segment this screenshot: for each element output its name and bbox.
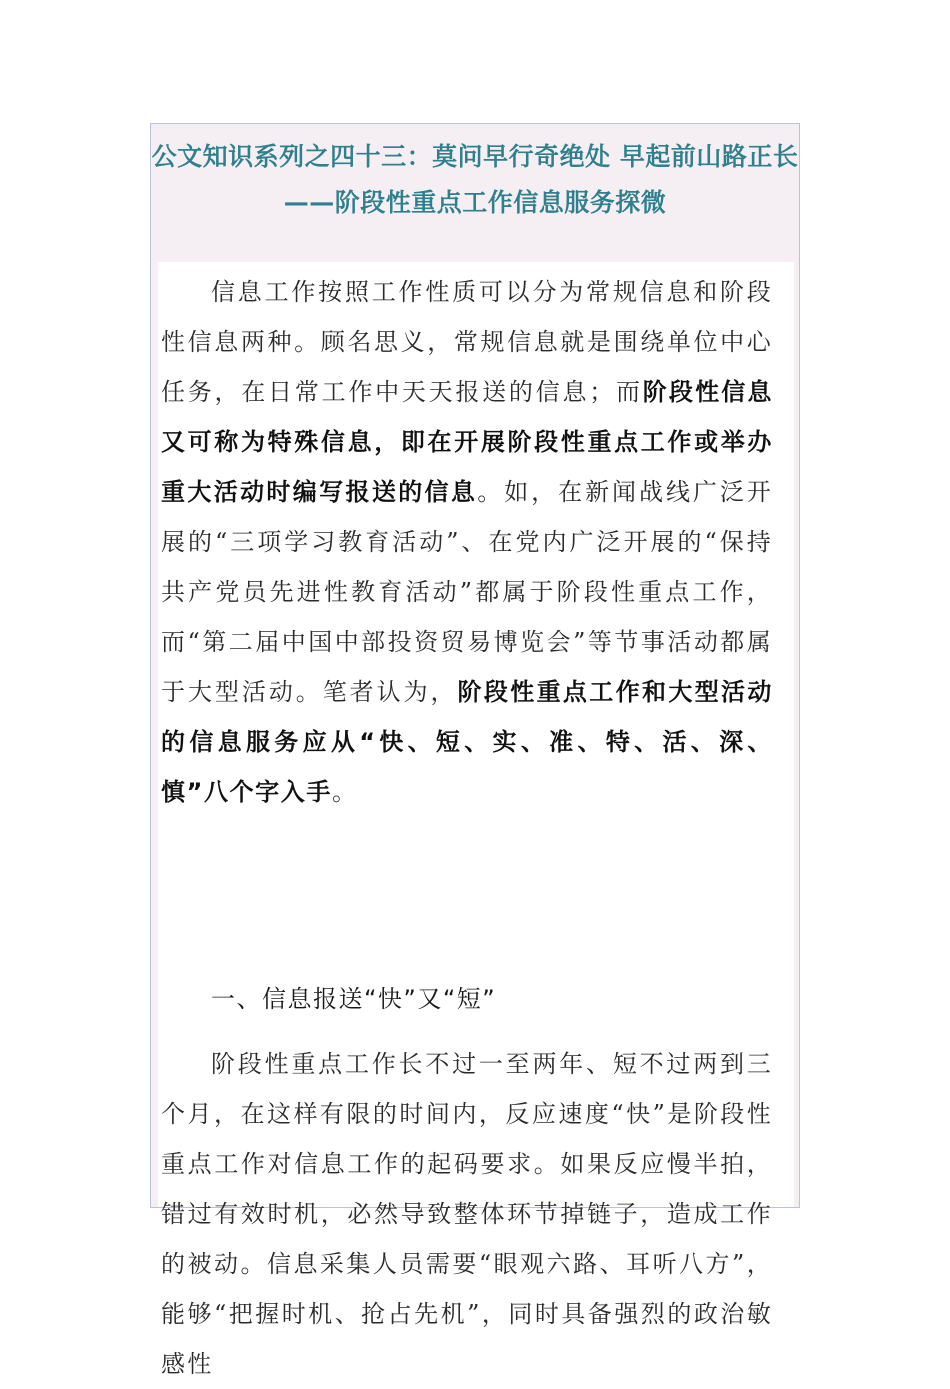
section-heading: 一、信息报送“快”又“短”: [211, 985, 497, 1013]
document-body: [158, 262, 794, 1378]
document-page: [150, 123, 800, 1378]
paragraph-section1: 阶段性重点工作长不过一至两年、短不过两到三个月，在这样有限的时间内，反应速度“快”是阶段性重点工作对信息工作的起码要求。如果反应慢半拍，错过有效时机，必然导致整体环节掉链子，造成工作的被动。信息采集人员需要“眼观六路、耳听八方”，能够“把握时机、抢占先机”，同时具备强烈的政治敏感性: [161, 1050, 773, 1378]
paragraph-intro: [161, 267, 773, 817]
paragraph-intro-text-1: 信息工作按照工作性质可以分为常规信息和阶段性信息两种。顾名思义，常规信息就是围绕单位中心任务，在日常工作中天天报送的信息；而: [161, 278, 773, 406]
paragraph-intro-bold-1: 阶段性信息又可称为特殊信息，即在开展阶段性重点工作或举办重大活动时编写报送的信息: [161, 378, 774, 506]
paragraph-intro-bold-2: 阶段性重点工作和大型活动的信息服务应从“快、短、实、准、特、活、深、慎”八个字入手: [161, 678, 773, 806]
paragraph-intro-text-2: 。如，在新闻战线广泛开展的“三项学习教育活动”、在党内广泛开展的“保持共产党员先进性教育活动”都属于阶段性重点工作，而“第二届中国中部投资贸易博览会”等节事活动都属于大型活动。笔者认为，: [161, 478, 774, 706]
paragraph-intro-text-3: 。: [331, 778, 359, 806]
document-title: 公文知识系列之四十三：莫问早行奇绝处 早起前山路正长——阶段性重点工作信息服务探微: [151, 142, 799, 217]
